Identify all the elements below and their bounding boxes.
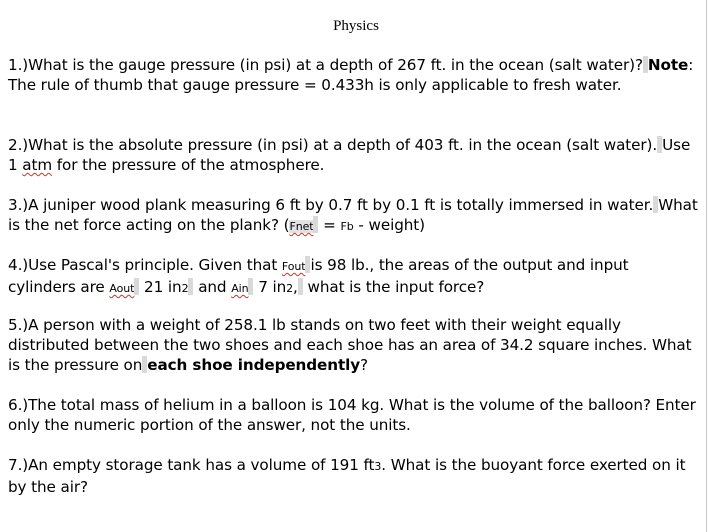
page-title: Physics bbox=[333, 18, 379, 34]
question-1 bbox=[8, 55, 700, 95]
question-4-part: what is the input force? bbox=[302, 278, 485, 296]
question-5-part: ? bbox=[360, 356, 368, 374]
exponent: 2 bbox=[181, 282, 189, 295]
question-3-part: - weight) bbox=[353, 216, 425, 234]
question-2-part: for the pressure of the atmosphere. bbox=[52, 156, 325, 174]
exponent: 2 bbox=[286, 282, 294, 295]
question-3-part: ( bbox=[278, 216, 290, 234]
question-1-note: : The rule of thumb that gauge pressure = 0.433h is only applicable to fresh water. bbox=[8, 56, 694, 94]
question-4 bbox=[8, 255, 700, 299]
question-2-part: Use 1 bbox=[8, 136, 691, 174]
ain-symbol: Ain bbox=[231, 282, 249, 295]
question-7-part: . What is the buoyant force exerted on it by the air? bbox=[8, 456, 686, 496]
question-7-text: 7.)An empty storage tank has a volume of 191 ft bbox=[8, 456, 375, 474]
question-4-part: is 98 lb., the areas of the output and input cylinders are bbox=[8, 256, 629, 296]
question-5 bbox=[8, 315, 700, 375]
question-6 bbox=[8, 395, 700, 435]
question-3-text: 3.)A juniper wood plank measuring 6 ft by 0.7 ft by 0.1 ft is totally immersed in water. bbox=[8, 196, 654, 214]
spellcheck-word: atm bbox=[22, 156, 53, 174]
question-6-text: 6.)The total mass of helium in a balloon is 104 kg. What is the volume of the balloon? Enter only the numeric portion of the answer, not the units. bbox=[8, 396, 696, 434]
question-3-part: = bbox=[318, 216, 341, 234]
question-4-part: 21 in bbox=[139, 278, 182, 296]
emphasis-text: each shoe independently bbox=[147, 356, 361, 374]
question-4-part: , bbox=[293, 278, 298, 296]
question-2 bbox=[8, 135, 700, 175]
question-3 bbox=[8, 195, 700, 237]
fb-symbol: Fb bbox=[340, 220, 354, 233]
page-edge-rule bbox=[706, 0, 707, 532]
fout-symbol: Fout bbox=[281, 260, 306, 273]
question-1-text: 1.)What is the gauge pressure (in psi) at a depth of 267 ft. in the ocean (salt water)? bbox=[8, 56, 643, 74]
note-label: Note bbox=[647, 56, 689, 74]
question-4-part: and bbox=[193, 278, 232, 296]
question-5-text: 5.)A person with a weight of 258.1 lb stands on two feet with their weight equally distributed between the two shoes and each shoe has an area of 34.2 square inches. What is the pressure on bbox=[8, 316, 692, 374]
question-4-part: 7 in bbox=[253, 278, 287, 296]
question-4-part: 4.)Use Pascal's principle. Given that bbox=[8, 256, 282, 274]
exponent: 3 bbox=[374, 460, 382, 473]
question-3-part: What is the net force acting on the plank? bbox=[8, 196, 698, 234]
question-7 bbox=[8, 455, 700, 497]
aout-symbol: Aout bbox=[109, 282, 135, 295]
fnet-symbol: Fnet bbox=[289, 220, 314, 233]
question-2-text: 2.)What is the absolute pressure (in psi) at a depth of 403 ft. in the ocean (salt water). bbox=[8, 136, 658, 154]
